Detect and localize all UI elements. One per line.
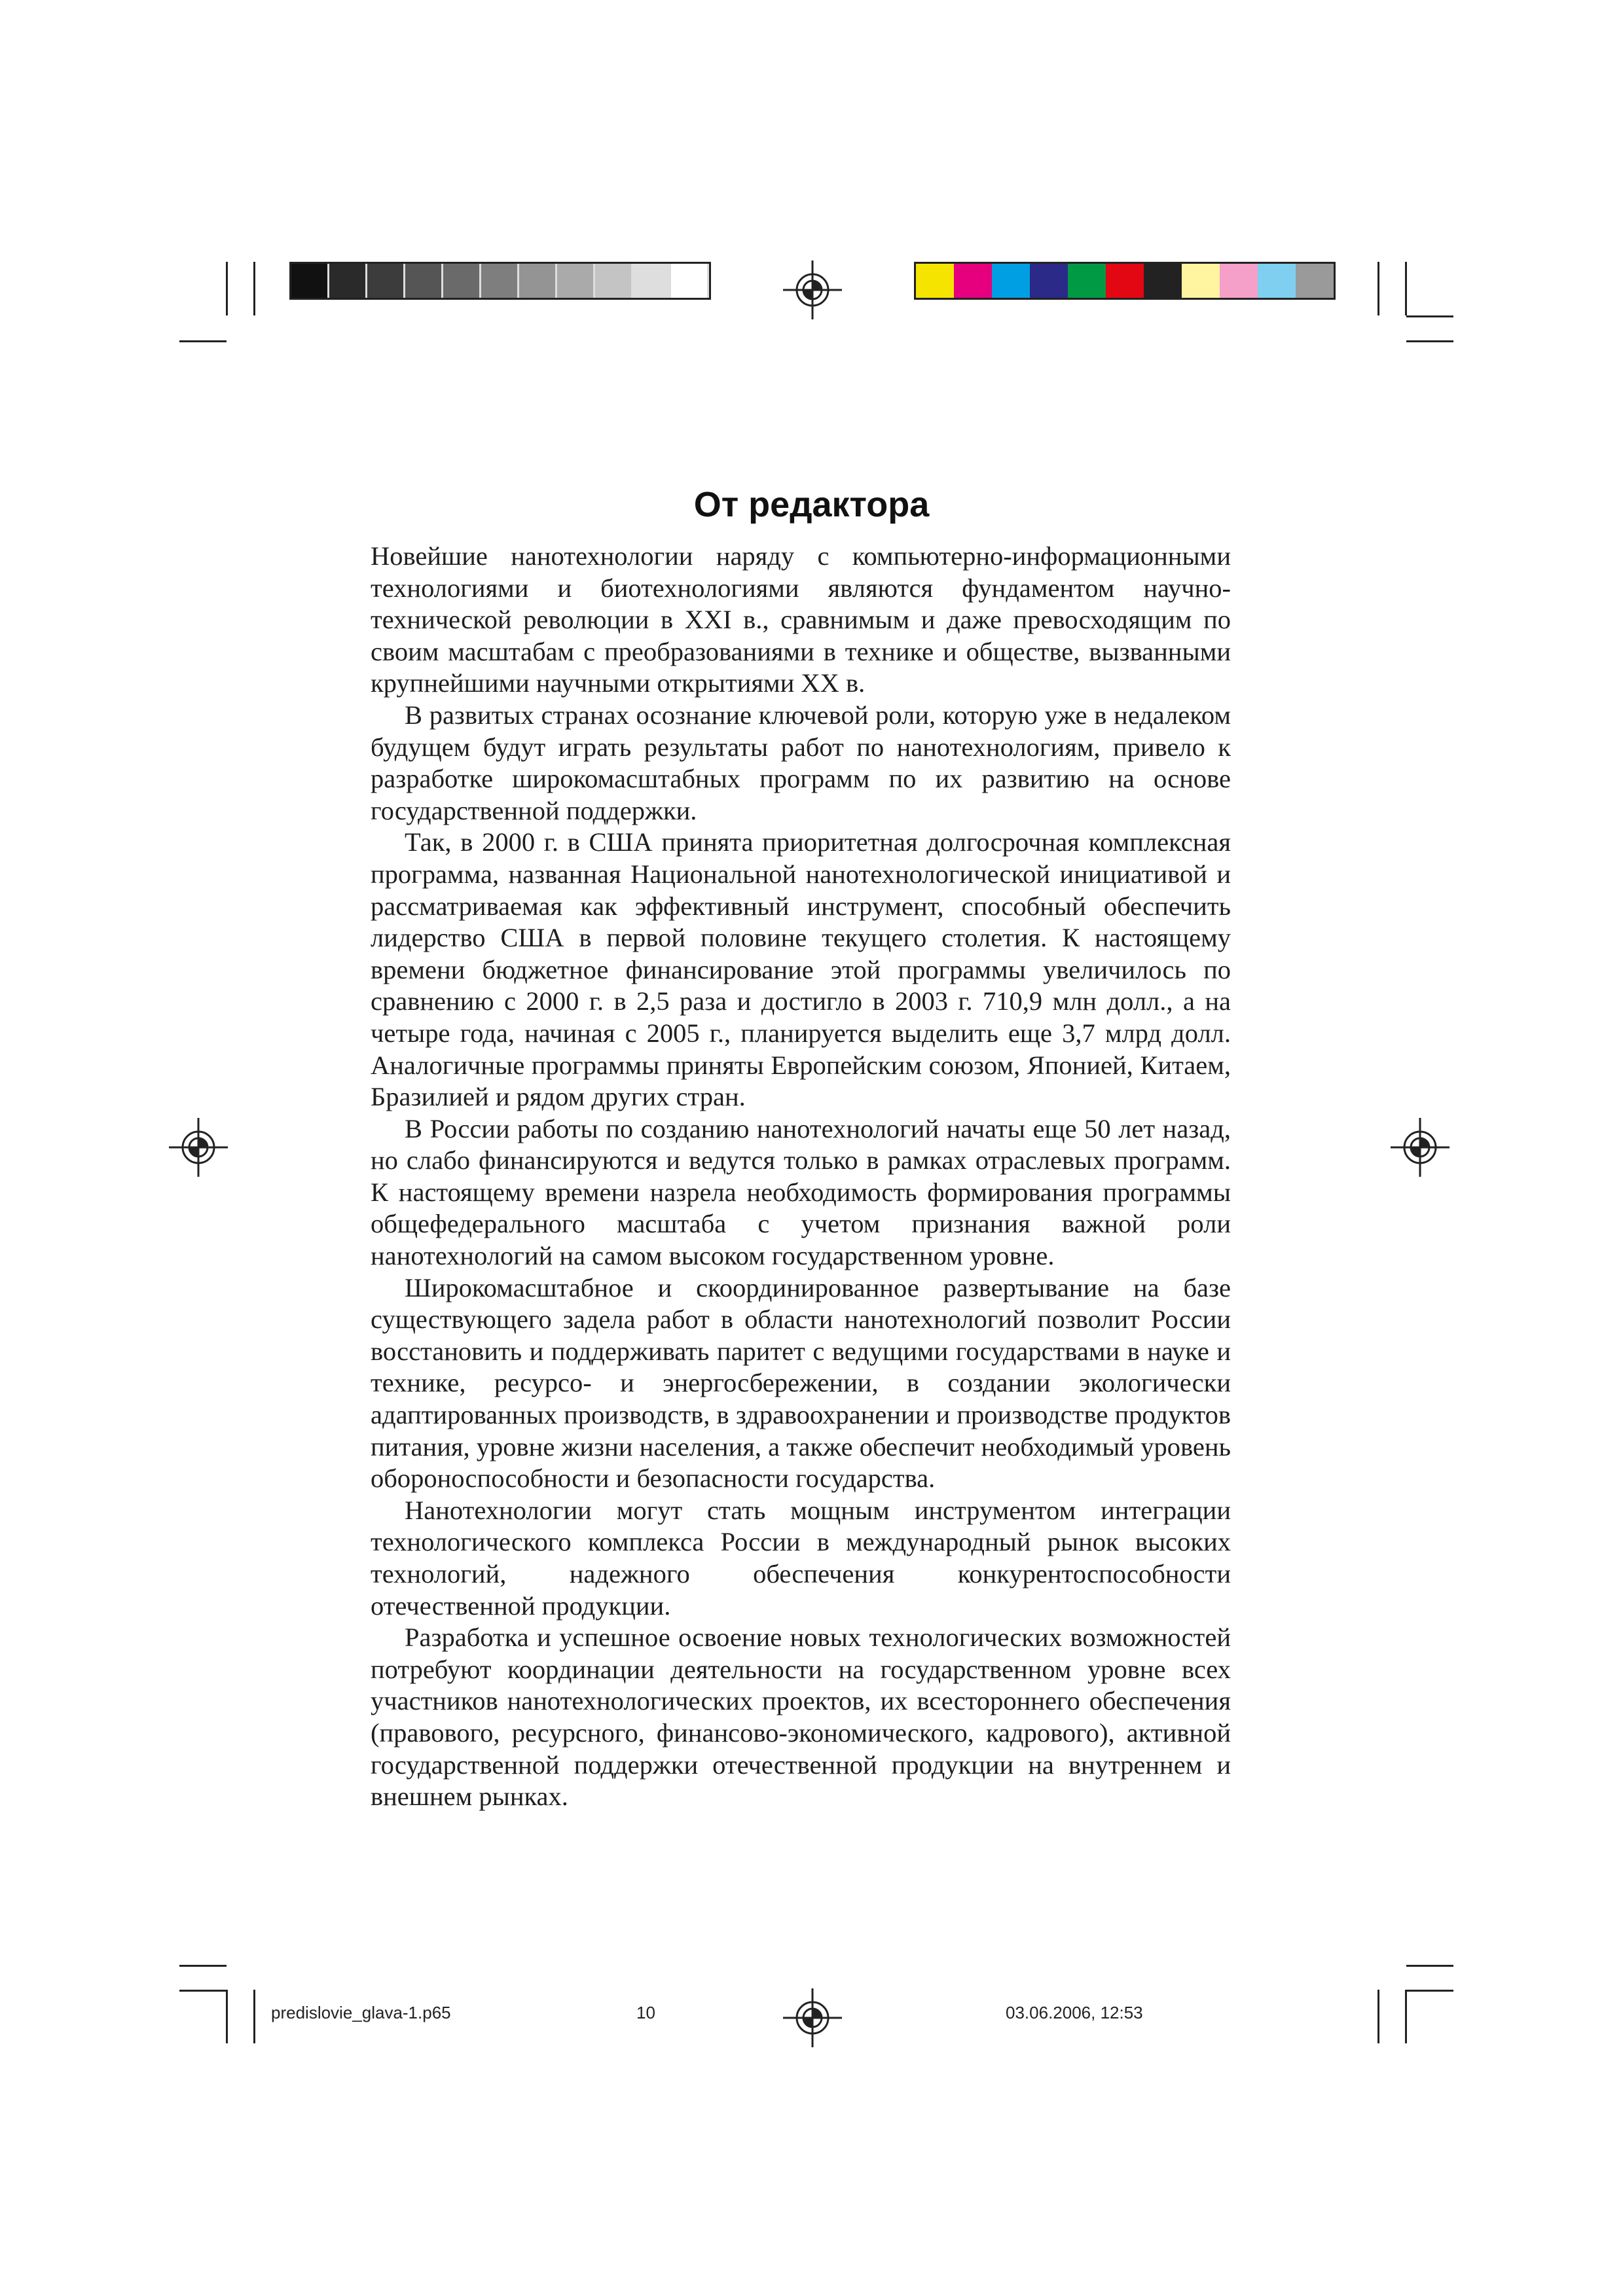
crop-mark (179, 1965, 227, 1967)
body-text (371, 541, 1231, 1813)
color-swatch (329, 264, 367, 298)
registration-mark-icon (1391, 1118, 1450, 1177)
color-swatch (519, 264, 557, 298)
color-swatch (633, 264, 671, 298)
color-swatch (1220, 264, 1258, 298)
color-calibration-strip (914, 262, 1336, 300)
crop-mark (1405, 1990, 1407, 2043)
color-swatch (1296, 264, 1334, 298)
color-swatch (1106, 264, 1144, 298)
crop-mark (1377, 262, 1379, 315)
color-swatch (671, 264, 709, 298)
crop-mark (179, 340, 227, 342)
crop-mark (1406, 1990, 1453, 1992)
color-swatch (595, 264, 633, 298)
grayscale-calibration-strip (289, 262, 711, 300)
color-swatch (367, 264, 405, 298)
registration-mark-icon (783, 260, 842, 319)
footer-page-number: 10 (636, 2003, 655, 2022)
color-swatch (557, 264, 595, 298)
footer-datetime: 03.06.2006, 12:53 (1006, 2003, 1143, 2022)
paragraph: Разработка и успешное освоение новых технологических возможностей потребуют координации деятельности на государственном уровне всех участников нанотехнологических проектов, их всестороннего обеспечения (правового, ресурсного, финансово-экономического, кадрового), активной государственной поддержки отечественной продукции на внутреннем и внешнем рынках. (371, 1623, 1231, 1812)
paragraph: В развитых странах осознание ключевой роли, которую уже в недалеком будущем будут играть результаты работ по нанотехнологиям, привело к разработке широкомасштабных программ по их развитию на основе государственной поддержки. (371, 700, 1231, 825)
crop-mark (1406, 315, 1453, 317)
crop-mark (1406, 340, 1453, 342)
color-swatch (481, 264, 519, 298)
registration-mark-icon (783, 1988, 842, 2047)
footer-filename: predislovie_glava-1.p65 (271, 2003, 451, 2022)
crop-mark (226, 1990, 228, 2043)
color-swatch (1144, 264, 1182, 298)
crop-mark (179, 1990, 227, 1992)
crop-mark (226, 262, 228, 315)
color-swatch (1258, 264, 1296, 298)
registration-mark-icon (169, 1118, 228, 1177)
color-swatch (443, 264, 481, 298)
crop-mark (253, 262, 255, 315)
crop-mark (253, 1990, 255, 2043)
paragraph: В России работы по созданию нанотехнологий начаты еще 50 лет назад, но слабо финансируются и ведутся только в рамках отраслевых программ. К настоящему времени назрела необходимость формирования программы общефедерального масштаба с учетом признания важной роли нанотехнологий на самом высоком государственном уровне. (371, 1113, 1231, 1271)
color-swatch (1068, 264, 1106, 298)
color-swatch (954, 264, 992, 298)
color-swatch (992, 264, 1030, 298)
crop-mark (1405, 262, 1407, 315)
color-swatch (405, 264, 443, 298)
paragraph: Так, в 2000 г. в США принята приоритетная долгосрочная комплексная программа, названная Национальной нанотехнологической инициативой и рассматриваемая как эффективный инструмент, способный обеспечить лидерство США в первой половине текущего столетия. К настоящему времени бюджетное финансирование этой программы увеличилось по сравнению с 2000 г. в 2,5 раза и достигло в 2003 г. 710,9 млн долл., а на четыре года, начиная с 2005 г., планируется выделить еще 3,7 млрд долл. Аналогичные программы приняты Европейским союзом, Японией, Китаем, Бразилией и рядом других стран. (371, 827, 1231, 1112)
paragraph: Широкомасштабное и скоординированное развертывание на базе существующего задела работ в области нанотехнологий позволит России восстановить и поддерживать паритет с ведущими государствами в науке и технике, ресурсо- и энергосбережении, в создании экологически адаптированных производств, в здравоохранении и производстве продуктов питания, уровне жизни населения, а также обеспечит необходимый уровень обороноспособности и безопасности государства. (371, 1272, 1231, 1494)
crop-mark (1406, 1965, 1453, 1967)
color-swatch (1030, 264, 1068, 298)
paragraph: Нанотехнологии могут стать мощным инструментом интеграции технологического комплекса России в международный рынок высоких технологий, надежного обеспечения конкурентоспособности отечественной продукции. (371, 1495, 1231, 1621)
color-swatch (291, 264, 329, 298)
color-swatch (916, 264, 954, 298)
paragraph: Новейшие нанотехнологии наряду с компьютерно-информационными технологиями и биотехнологиями являются фундаментом научно-технической революции в XXI в., сравнимым и даже превосходящим по своим масштабам с преобразованиями в технике и обществе, вызванными крупнейшими научными открытиями XX в. (371, 541, 1231, 698)
crop-mark (1377, 1990, 1379, 2043)
color-swatch (1182, 264, 1220, 298)
page-title: От редактора (693, 485, 930, 524)
